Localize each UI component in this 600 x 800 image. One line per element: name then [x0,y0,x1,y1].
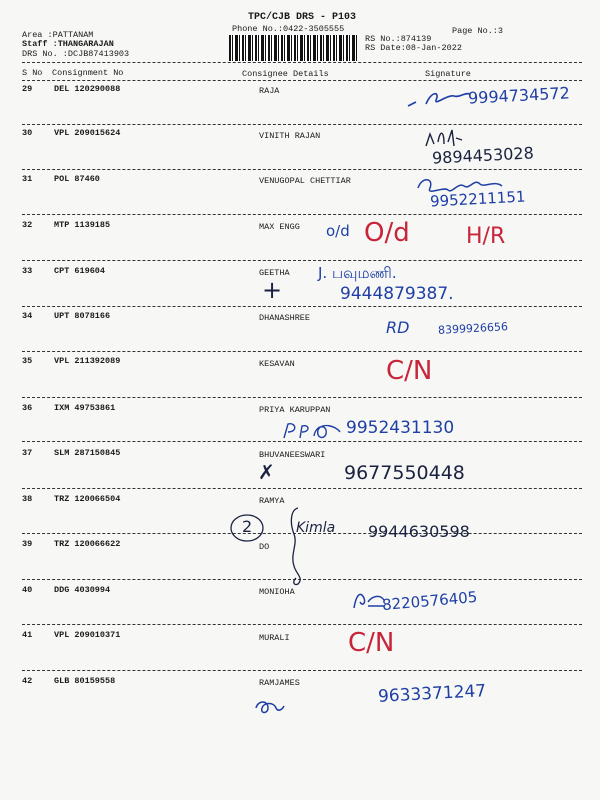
row-consignment: POL 87460 [54,174,100,184]
handwritten-phone: 8399926656 [437,320,509,337]
page-number: Page No.:3 [452,26,504,36]
row-consignee: RAJA [259,86,280,96]
bracket-mark [284,504,314,586]
row-consignment: CPT 619604 [54,266,106,276]
handwritten-note: O/d [364,218,410,248]
row-consignment: GLB 80159558 [54,676,116,686]
handwritten-name: Kimla [296,520,336,536]
row-divider [22,169,582,170]
row-consignment: SLM 287150845 [54,448,121,458]
handwritten-phone: 9952211151 [429,187,526,211]
row-sno: 42 [22,676,33,686]
row-divider [22,260,582,261]
col-consignee: Consignee Details [242,69,329,79]
col-sno: S No [22,68,43,78]
staff-label: Staff :THANGARAJAN [22,39,114,49]
row-consignee: VINITH RAJAN [259,131,321,141]
row-sno: 36 [22,403,33,413]
signature-mark: ✗ [258,460,275,484]
column-header-divider [22,80,582,81]
barcode [229,35,357,61]
row-consignee: MURALI [259,633,290,643]
row-divider [22,306,582,307]
row-divider [22,351,582,352]
handwritten-note: C/N [386,356,433,386]
row-sno: 30 [22,128,33,138]
row-consignment: DEL 120290088 [54,84,121,94]
handwritten-phone: 9633371247 [377,681,487,707]
row-consignee: DHANASHREE [259,313,311,323]
row-sno: 38 [22,494,33,504]
row-consignment: DDG 4030994 [54,585,111,595]
rs-date: RS Date:08-Jan-2022 [365,43,462,53]
row-sno: 37 [22,448,33,458]
row-sno: 39 [22,539,33,549]
row-consignee: GEETHA [259,268,290,278]
row-consignee: KESAVAN [259,359,295,369]
row-divider [22,488,582,489]
signature-scribble [404,84,474,114]
row-sno: 29 [22,84,33,94]
cross-mark: + [262,276,283,304]
handwritten-phone: 9944630598 [368,522,470,541]
row-sno: 33 [22,266,33,276]
handwritten-note: RD [386,318,410,337]
row-divider [22,214,582,215]
header-divider [22,62,582,63]
drs-title: TPC/CJB DRS - P103 [248,12,357,23]
handwritten-phone: 9677550448 [344,462,465,484]
row-consignee: VENUGOPAL CHETTIAR [259,176,351,186]
row-divider [22,624,582,625]
row-consignee: MAX ENGG [259,222,300,232]
row-sno: 35 [22,356,33,366]
row-consignment: VPL 211392089 [54,356,121,366]
row-consignment: TRZ 120066622 [54,539,121,549]
row-sno: 41 [22,630,33,640]
handwritten-phone: 9952431130 [346,418,455,438]
row-sno: 31 [22,174,33,184]
col-signature: Signature [425,69,471,79]
area-label: Area :PATTANAM [22,30,94,40]
row-divider [22,124,582,125]
row-divider [22,397,582,398]
phone-number: Phone No.:0422-3505555 [232,24,345,34]
row-sno: 40 [22,585,33,595]
row-consignee: BHUVANEESWARI [259,450,326,460]
signature-scribble [252,696,288,716]
row-consignment: MTP 1139185 [54,220,111,230]
row-sno: 32 [22,220,33,230]
row-consignment: UPT 8078166 [54,311,111,321]
handwritten-phone: 9444879387. [340,284,454,304]
handwritten-phone: 8220576405 [381,587,479,615]
signature-scribble [280,420,344,442]
circled-number: 2 [242,517,253,536]
row-consignee: PRIYA KARUPPAN [259,405,331,415]
row-consignee: DO [259,542,270,552]
handwritten-note: H/R [466,224,506,249]
handwritten-phone: 9994734572 [467,83,571,108]
row-consignment: VPL 209015624 [54,128,121,138]
drs-number: DRS No. :DCJB87413903 [22,49,130,59]
row-consignment: TRZ 120066504 [54,494,121,504]
rs-number: RS No.:874139 [365,34,432,44]
handwritten-name: J. பவுமணி. [318,264,397,282]
handwritten-note: o/d [326,222,350,240]
handwritten-note: C/N [348,628,395,658]
handwritten-phone: 9894453028 [431,143,535,168]
col-consignment: Consignment No [52,68,124,78]
row-consignee: RAMJAMES [259,678,300,688]
row-sno: 34 [22,311,33,321]
row-divider [22,670,582,671]
row-consignee: RAMYA [259,496,285,506]
row-consignment: IXM 49753861 [54,403,116,413]
row-consignment: VPL 209010371 [54,630,121,640]
row-consignee: MONIOHA [259,587,295,597]
